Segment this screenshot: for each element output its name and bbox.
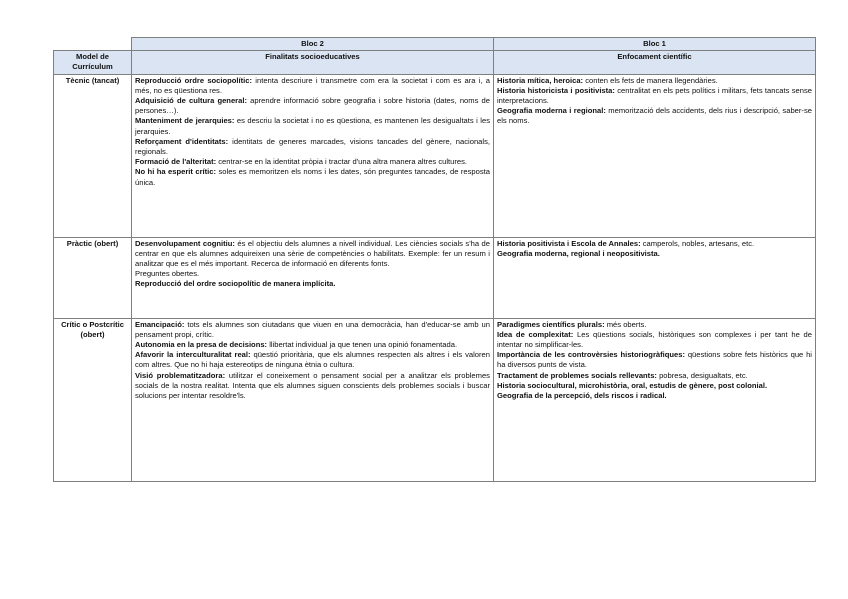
- model-cell: Crític o Postcrític (obert): [54, 318, 132, 481]
- list-item: Adquisició de cultura general: aprendre informació sobre geografia i sobre historia (dates, noms de persones…).: [135, 96, 490, 116]
- list-item: Emancipació: tots els alumnes son ciutadans que viuen en una democràcia, han d'educar-se amb un pensament propi, crític.: [135, 319, 490, 339]
- list-item: Historia mítica, heroica: conten els fets de manera llegendàries.: [497, 75, 718, 85]
- bloc2-header: Bloc 2: [132, 38, 494, 51]
- list-item: Afavorir la interculturalitat real: qüestió prioritària, que els alumnes respecten als altres i els valoren com altres. Que no hi haja estereotips de ninguna ètnia o cultura.: [135, 350, 490, 370]
- list-item: Reproducció ordre sociopolític: intenta descriure i transmetre com era la societat i com es ara i, a més, no es qüestiona res.: [135, 75, 491, 95]
- enfocament-header: Enfocament científic: [494, 51, 816, 74]
- list-item: Tractament de problemes socials rellevants: pobresa, desigualtats, etc.: [497, 370, 748, 380]
- list-item: Paradigmes científics plurals: més oberts.: [497, 319, 647, 329]
- list-item: Preguntes obertes.: [135, 269, 200, 279]
- list-item: Manteniment de jerarquies: es descriu la societat i no es qüestiona, es mantenen les desigualtats i les jerarquies.: [135, 116, 490, 136]
- enfocament-cell: [494, 318, 816, 481]
- table-row: [54, 318, 816, 481]
- table-row: [54, 74, 816, 237]
- list-item: Idea de complexitat: Les qüestions socials, històriques son complexes i per tant he de intentar no simplificar-les.: [497, 329, 812, 350]
- finalitats-cell: [132, 318, 494, 481]
- list-item: Reforçament d'identitats: identitats de generes marcades, visions tancades del gènere, nacionals, regionals.: [135, 136, 490, 157]
- finalitats-cell: [132, 237, 494, 318]
- model-cell: Pràctic (obert): [54, 237, 132, 318]
- finalitats-header: Finalitats socioeducatives: [132, 51, 494, 74]
- list-item: No hi ha esperit crític: soles es memoritzen els noms i les dates, són preguntes tancades, de resposta única.: [135, 167, 490, 187]
- header-row-blocs: [54, 38, 816, 51]
- list-item: Visió problematitzadora: utilitzar el coneixement o pensament social per a analitzar els problemes socials de la nostra realitat. Intenta que els alumnes siguen conscients dels problemes socials i buscar solucions per intentar resoldre'ls.: [135, 370, 490, 401]
- list-item: Historia sociocultural, microhistòria, oral, estudis de gènere, post colonial.: [497, 380, 768, 390]
- list-item: Importància de les controvèrsies historiogràfiques: qüestions sobre fets històrics que hi ha diversos punts de vista.: [497, 350, 812, 370]
- list-item: Geografia moderna i regional: memorització dels accidents, dels rius i descripció, saber-se els noms.: [497, 106, 812, 126]
- curriculum-table: [53, 37, 816, 482]
- list-item: Autonomia en la presa de decisions: llibertat individual ja que tenen una opinió fonamentada.: [135, 340, 458, 350]
- bloc1-header: Bloc 1: [494, 38, 816, 51]
- list-item: Reproducció del ordre sociopolític de manera implícita.: [135, 279, 336, 289]
- enfocament-cell: [494, 237, 816, 318]
- empty-corner-cell: [54, 38, 132, 51]
- list-item: Formació de l'alteritat: centrar-se en la identitat pròpia i tractar d'una altra manera altres cultures.: [135, 157, 468, 167]
- list-item: Geografia moderna, regional i neopositivista.: [497, 248, 660, 258]
- model-header: Model de Currículum: [54, 51, 132, 74]
- list-item: Desenvolupament cognitiu: és el objectiu dels alumnes a nivell individual. Les ciències socials s'ha de centrar en que els alumnes adquireixen una sèrie de competències o habilitats. Exemple: fer un resum i analitzar que es el més important. Recerca de informació en diferents fonts.: [135, 238, 491, 269]
- list-item: Geografia de la percepció, dels riscos i radical.: [497, 391, 667, 401]
- finalitats-cell: [132, 74, 494, 237]
- list-item: Historia positivista i Escola de Annales: camperols, nobles, artesans, etc.: [497, 238, 755, 248]
- header-row-columns: [54, 51, 816, 74]
- model-cell: Tècnic (tancat): [54, 74, 132, 237]
- enfocament-cell: [494, 74, 816, 237]
- list-item: Historia historicista i positivista: centralitat en els pets polítics i militars, fets tancats sense interpretacions.: [497, 85, 812, 106]
- table-row: [54, 237, 816, 318]
